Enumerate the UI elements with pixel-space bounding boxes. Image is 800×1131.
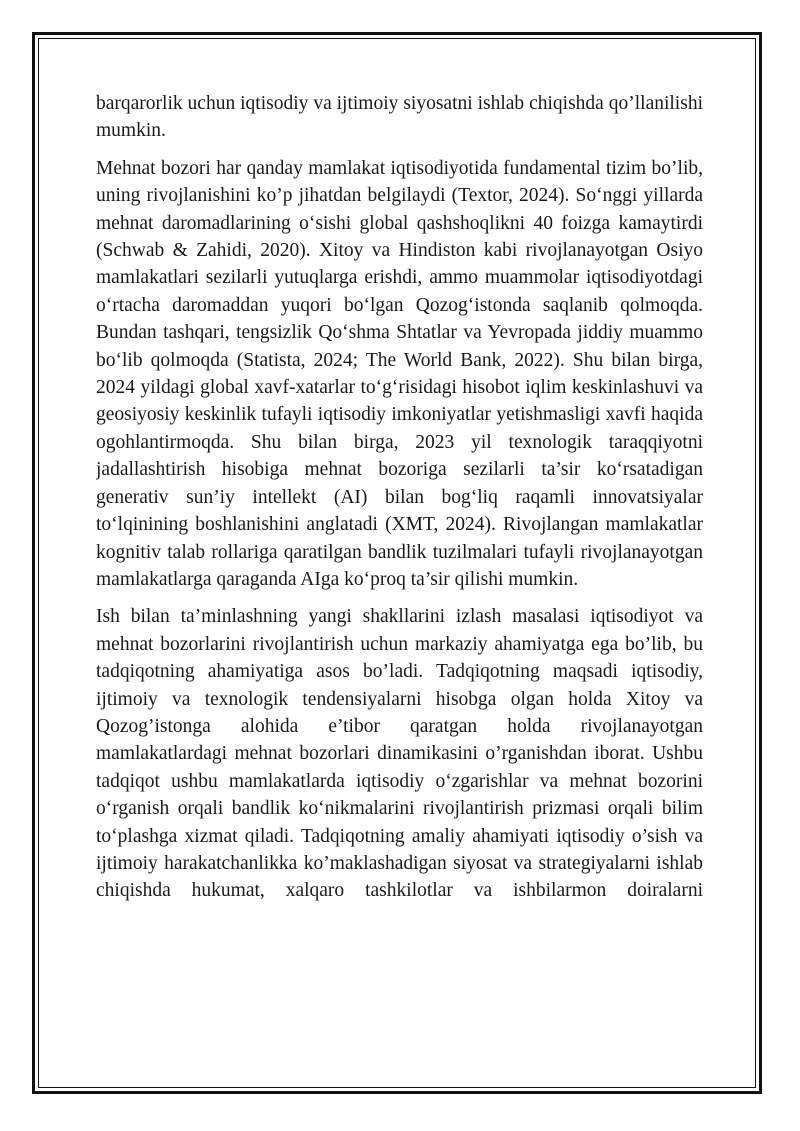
page-body <box>96 90 703 1050</box>
paragraph-continuation: barqarorlik uchun iqtisodiy va ijtimoiy siyosatni ishlab chiqishda qo’llanilishi mumkin. <box>96 93 703 142</box>
paragraph-labor-market: Mehnat bozori har qanday mamlakat iqtisodiyotida fundamental tizim bo’lib, uning rivojlanishini ko’p jihatdan belgilaydi (Textor, 2024). So‘nggi yillarda mehnat daromadlarining o‘sishi global qashshoqlikni 40 foizga kamaytirdi (Schwab & Zahidi, 2020). Xitoy va Hindiston kabi rivojlanayotgan Osiyo mamlakatlari sezilarli yutuqlarga erishdi, ammo muammolar iqtisodiyotdagi o‘rtacha daromaddan yuqori bo‘lgan Qozog‘istonda saqlanib qolmoqda. Bundan tashqari, tengsizlik Qo‘shma Shtatlar va Yevropada jiddiy muammo bo‘lib qolmoqda (Statista, 2024; The World Bank, 2022). Shu bilan birga, 2024 yildagi global xavf-xatarlar to‘g‘risidagi hisobot iqlim keskinlashuvi va geosiyosiy keskinlik tufayli iqtisodiy imkoniyatlar yetishmasligi xavfi haqida ogohlantirmoqda. Shu bilan birga, 2023 yil texnologik taraqqiyotni jadallashtirish hisobiga mehnat bozoriga sezilarli ta’sir ko‘rsatadigan generativ sun’iy intellekt (AI) bilan bog‘liq raqamli innovatsiyalar to‘lqinining boshlanishini anglatadi (XMT, 2024). Rivojlangan mamlakatlar kognitiv talab rollariga qaratilgan bandlik tuzilmalari tufayli rivojlanayotgan mamlakatlarga qaraganda AIga ko‘proq ta’sir qilishi mumkin. <box>96 157 703 590</box>
paragraph-research-aim: Ish bilan ta’minlashning yangi shakllarini izlash masalasi iqtisodiyot va mehnat bozorlarini rivojlantirish uchun markaziy ahamiyatga ega bo’lib, bu tadqiqotning ahamiyatiga asos bo’ladi. Tadqiqotning maqsadi iqtisodiy, ijtimoiy va texnologik tendensiyalarni hisobga olgan holda Xitoy va Qozog’istonga alohida e’tibor qaratgan holda rivojlanayotgan mamlakatlardagi mehnat bozorlari dinamikasini o’rganishdan iborat. Ushbu tadqiqot ushbu mamlakatlarda iqtisodiy o‘zgarishlar va mehnat bozorini o‘rganish orqali bandlik ko‘nikmalarini rivojlantirish prizmasi orqali bilim to‘plashga xizmat qiladi. Tadqiqotning amaliy ahamiyati iqtisodiy o’sish va ijtimoiy harakatchanlikka ko’maklashadigan siyosat va strategiyalarni ishlab chiqishda hukumat, xalqaro tashkilotlar va ishbilarmon doiralarni <box>96 606 703 902</box>
